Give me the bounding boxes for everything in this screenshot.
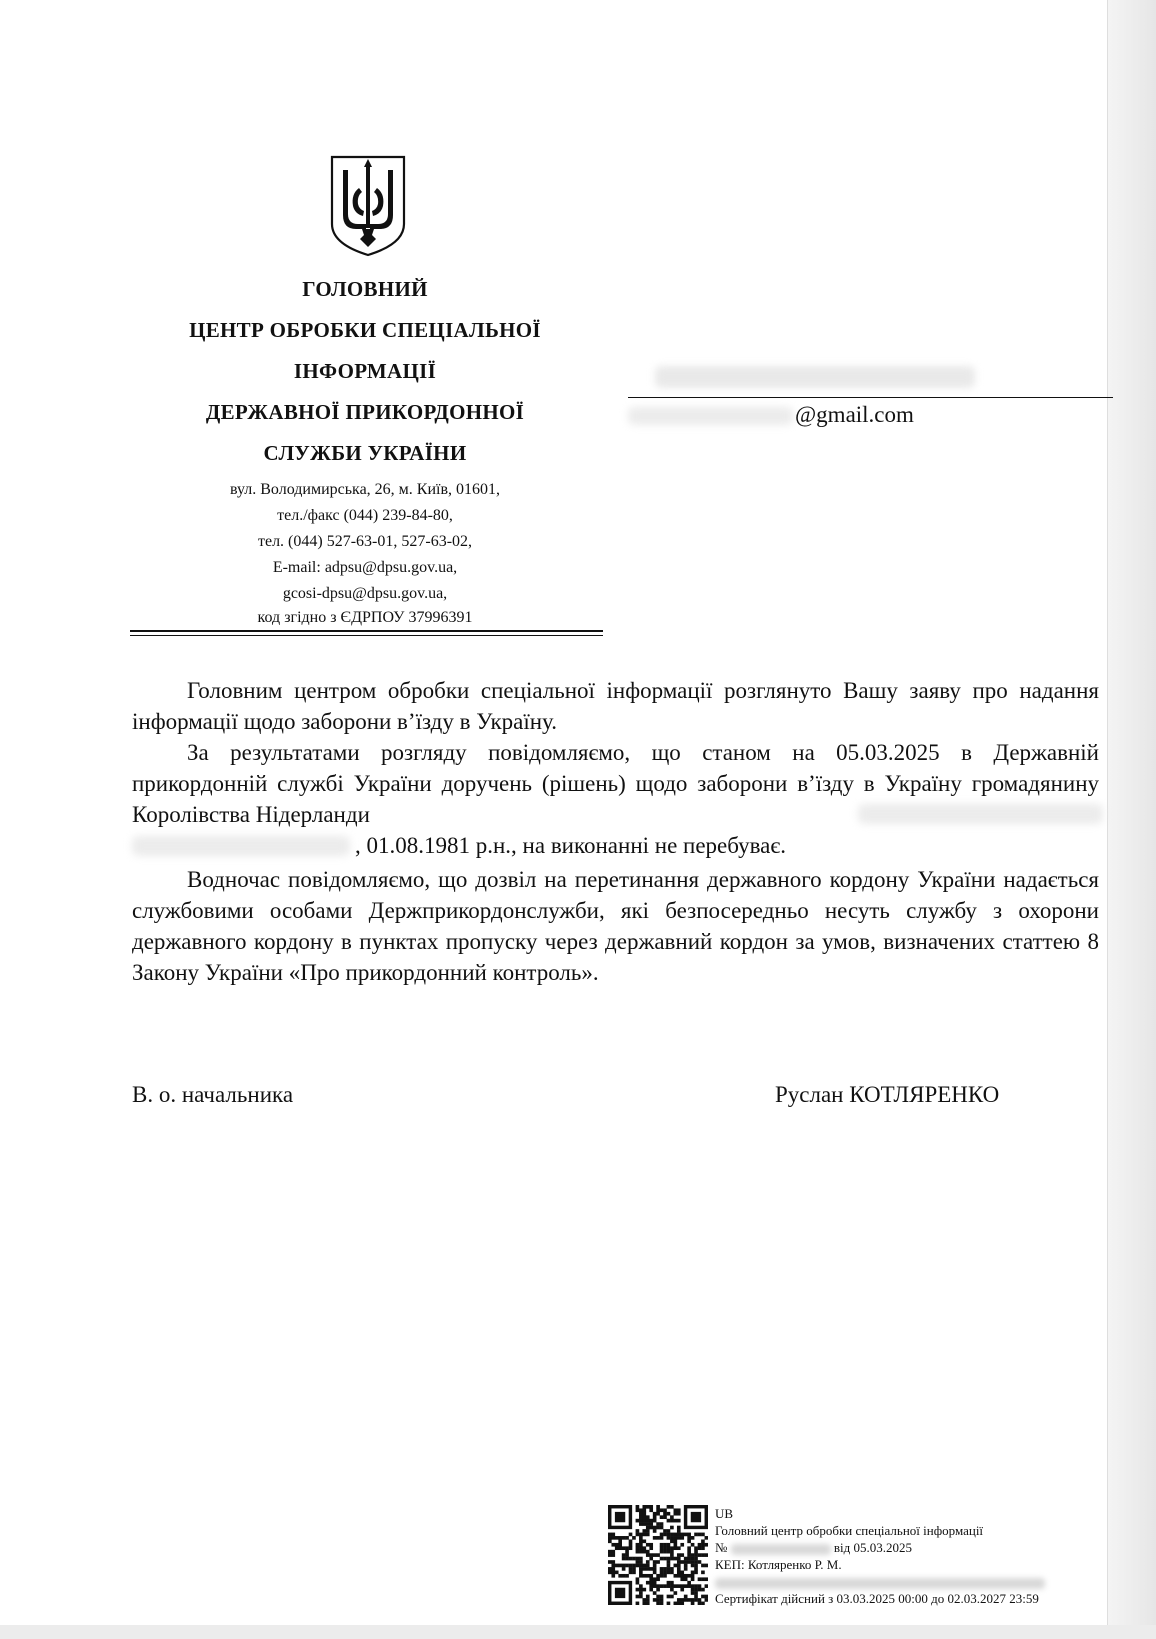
redacted-recipient-email <box>628 407 793 425</box>
address-line-5: gcosi-dpsu@dpsu.gov.ua, <box>282 585 448 602</box>
address-line-1: вул. Володимирська, 26, м. Київ, 01601, <box>229 481 501 498</box>
redacted-certificate-serial <box>715 1578 1045 1589</box>
stamp-certificate: Сертифікат дійсний з 03.03.2025 00:00 до 02.03.2027 23:59 <box>715 1591 1039 1606</box>
address-line-4: E-mail: adpsu@dpsu.gov.ua, <box>272 559 458 576</box>
stamp-kep: КЕП: Котляренко Р. М. <box>715 1557 842 1572</box>
address-line-6: код згідно з ЄДРПОУ 37996391 <box>257 609 473 626</box>
redacted-document-number <box>731 1544 831 1555</box>
body-paragraph-1: Головним центром обробки спеціальної інформації розглянуто Вашу заяву про надання інформації щодо заборони в’їзду в Україну. <box>132 678 1099 734</box>
stamp-code: UB <box>715 1506 734 1521</box>
trident-coat-of-arms-icon <box>329 154 407 258</box>
stamp-number-prefix: № <box>715 1540 728 1555</box>
address-line-2: тел./факс (044) 239-84-80, <box>277 507 453 524</box>
qr-code-icon <box>608 1505 708 1605</box>
redacted-person-name <box>858 804 1103 824</box>
org-name-line-2: ЦЕНТР ОБРОБКИ СПЕЦІАЛЬНОЇ <box>189 318 541 342</box>
page-bottom-edge <box>0 1625 1156 1639</box>
header-divider-thick <box>130 630 603 632</box>
page-edge-shadow <box>1107 0 1156 1639</box>
body-paragraph-3: Водночас повідомляємо, що дозвіл на перетинання державного кордону України надається службовими особами Держприкордонслужби, які безпосередньо несуть службу з охорони державного кордону в пунктах пропуску через державний кордон за умов, визначених статтею 8 Закону України «Про прикордонний контроль». <box>132 867 1099 985</box>
redacted-recipient-name <box>655 366 975 388</box>
signer-position: В. о. начальника <box>132 1082 294 1107</box>
body-paragraph-2: За результатами розгляду повідомляємо, що станом на 05.03.2025 в Державній прикордонній службі України доручень (рішень) щодо заборони в’їзду в Україну громадянину Королівства Нідерланди <box>132 740 1099 827</box>
org-name-line-5: СЛУЖБИ УКРАЇНИ <box>263 441 467 465</box>
org-name-line-1: ГОЛОВНИЙ <box>302 277 428 301</box>
recipient-underline <box>628 397 1113 398</box>
header-divider-thin <box>130 635 603 636</box>
stamp-serial-row <box>715 1573 1115 1590</box>
address-line-3: тел. (044) 527-63-01, 527-63-02, <box>257 533 473 550</box>
signer-name: Руслан КОТЛЯРЕНКО <box>775 1082 1000 1107</box>
recipient-email: @gmail.com <box>795 402 914 427</box>
body-paragraph-2-end: , 01.08.1981 р.н., на виконанні не перебуває. <box>355 833 786 858</box>
stamp-date: від 05.03.2025 <box>833 1540 913 1555</box>
stamp-org: Головний центр обробки спеціальної інформації <box>715 1523 984 1538</box>
e-signature-stamp <box>715 1505 1115 1607</box>
org-name-line-4: ДЕРЖАВНОЇ ПРИКОРДОННОЇ <box>205 400 525 424</box>
redacted-person-name-cont <box>132 836 350 856</box>
org-name-line-3: ІНФОРМАЦІЇ <box>293 359 437 383</box>
stamp-number-row <box>715 1539 1115 1556</box>
